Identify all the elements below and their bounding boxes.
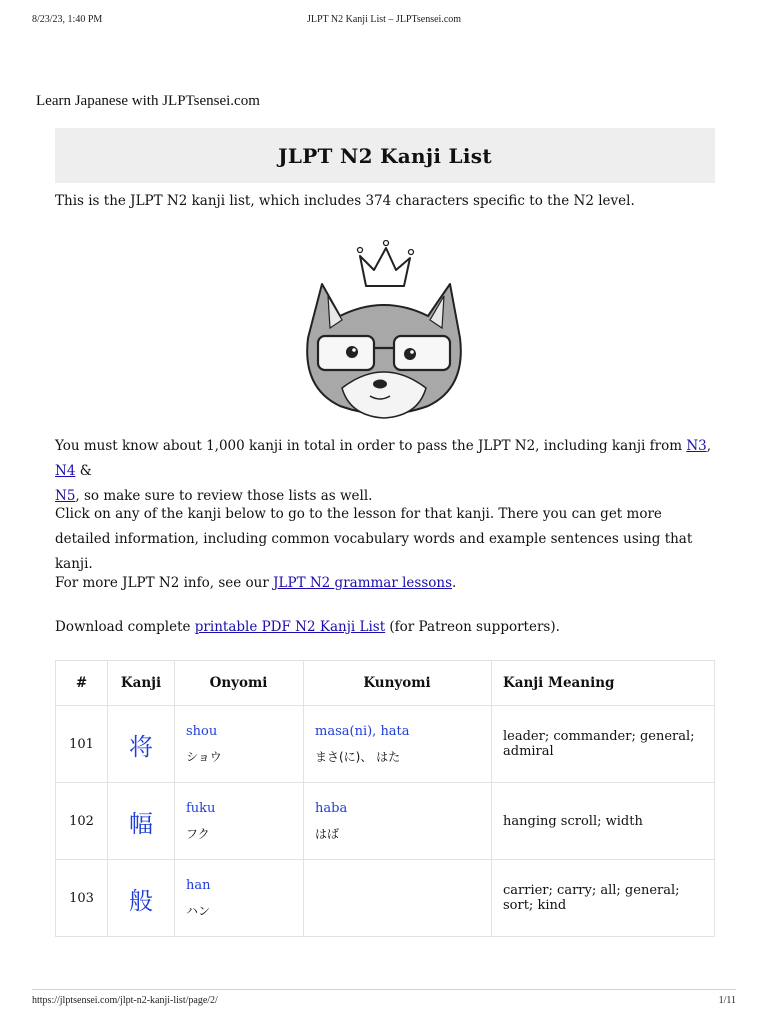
onyomi-cell	[175, 706, 304, 783]
onyomi-romaji: han	[186, 877, 211, 893]
mascot-illustration	[300, 238, 468, 420]
separator-ampersand: &	[75, 463, 92, 479]
meaning-cell: leader; commander; general; admiral	[492, 706, 715, 783]
table-row[interactable]	[56, 706, 715, 783]
onyomi-kana: ハン	[186, 903, 211, 918]
onyomi-romaji: shou	[186, 723, 218, 739]
kanji-link[interactable]: 将	[129, 732, 153, 761]
row-number: 103	[56, 860, 108, 937]
header-onyomi: Onyomi	[175, 661, 304, 706]
kanji-cell[interactable]	[108, 860, 175, 937]
click-instructions-paragraph: Click on any of the kanji below to go to the lesson for that kanji. There you can get more detailed information, including common vocabulary words and example sentences using that kanji.	[55, 506, 693, 572]
page-number: 1/11	[718, 995, 736, 1006]
kunyomi-cell	[304, 783, 492, 860]
row-number: 102	[56, 783, 108, 860]
more-info-text: For more JLPT N2 info, see our	[55, 575, 274, 591]
onyomi-kana: ショウ	[186, 749, 222, 764]
intro-paragraph: This is the JLPT N2 kanji list, which includes 374 characters specific to the N2 level.	[55, 193, 635, 209]
kunyomi-cell	[304, 860, 492, 937]
kanji-requirement-paragraph	[55, 434, 715, 509]
header-number: #	[56, 661, 108, 706]
page-title: JLPT N2 Kanji List	[278, 143, 492, 168]
kanji-link[interactable]: 般	[129, 886, 153, 915]
more-info-period: .	[452, 575, 457, 591]
kanji-cell[interactable]	[108, 706, 175, 783]
kunyomi-romaji: haba	[315, 800, 348, 816]
header-kanji: Kanji	[108, 661, 175, 706]
meaning-cell: hanging scroll; width	[492, 783, 715, 860]
onyomi-romaji: fuku	[186, 800, 216, 816]
onyomi-kana: フク	[186, 826, 210, 841]
separator-comma: ,	[706, 438, 712, 454]
table-row[interactable]	[56, 860, 715, 937]
meaning-cell: carrier; carry; all; general; sort; kind	[492, 860, 715, 937]
print-header	[32, 14, 736, 30]
table-row[interactable]	[56, 783, 715, 860]
kunyomi-romaji: masa(ni), hata	[315, 723, 410, 739]
n5-link[interactable]: N5	[55, 488, 76, 504]
print-footer	[32, 989, 736, 1020]
table-header-row	[56, 661, 715, 706]
kunyomi-kana: はば	[315, 826, 340, 841]
print-title: JLPT N2 Kanji List – JLPTsensei.com	[306, 14, 462, 25]
kanji-cell[interactable]	[108, 783, 175, 860]
kanji-link[interactable]: 幅	[129, 809, 153, 838]
download-paragraph	[55, 615, 715, 640]
requirement-text: You must know about 1,000 kanji in total in order to pass the JLPT N2, including kanji from	[55, 438, 687, 454]
page-title-box	[55, 128, 715, 183]
download-text: Download complete	[55, 619, 195, 635]
site-name: Learn Japanese with JLPTsensei.com	[36, 93, 260, 109]
print-date: 8/23/23, 1:40 PM	[32, 14, 103, 25]
kanji-table	[55, 660, 715, 937]
header-kunyomi: Kunyomi	[304, 661, 492, 706]
kunyomi-kana: まさ(に)、 はた	[315, 749, 401, 764]
download-text-end: (for Patreon supporters).	[385, 619, 560, 635]
n4-link[interactable]: N4	[55, 463, 76, 479]
onyomi-cell	[175, 783, 304, 860]
requirement-text-end: , so make sure to review those lists as well.	[75, 488, 373, 504]
more-info-paragraph	[55, 571, 715, 596]
page-url: https://jlptsensei.com/jlpt-n2-kanji-list/page/2/	[32, 995, 218, 1006]
n3-link[interactable]: N3	[686, 438, 707, 454]
row-number: 101	[56, 706, 108, 783]
header-meaning: Kanji Meaning	[492, 661, 715, 706]
onyomi-cell	[175, 860, 304, 937]
kunyomi-cell	[304, 706, 492, 783]
grammar-lessons-link[interactable]: JLPT N2 grammar lessons	[273, 575, 453, 591]
pdf-kanji-list-link[interactable]: printable PDF N2 Kanji List	[194, 619, 386, 635]
